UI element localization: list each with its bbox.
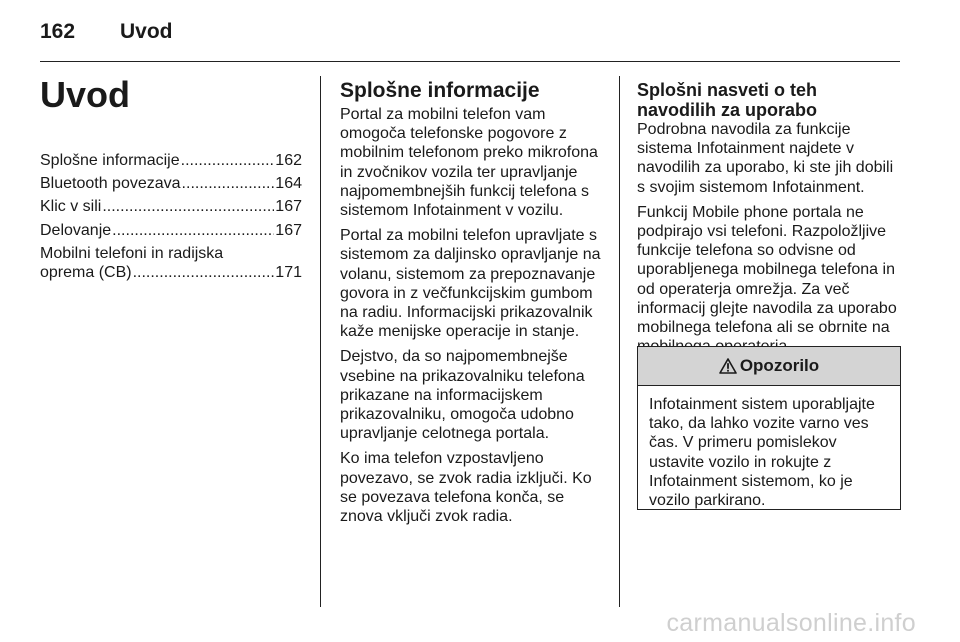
toc-entry-page: 167: [275, 221, 302, 239]
chapter-title: Uvod: [40, 74, 130, 115]
watermark: carmanualsonline.info: [666, 609, 916, 637]
paragraph: Portal za mobilni telefon vam omogoča telefonske pogovore z mobilnim telefonom preko mikrofona in zvočnikov vozila ter upravljanje najpomembnejših funkcij telefona s sistemom Infotainment v vozilu.: [340, 106, 598, 220]
warning-text: Infotainment sistem uporabljajte tako, da lahko vozite varno ves čas. V primeru pomislekov ustavite vozilo in rokujte z Infotainment sistemom, ko je vozilo parkirano.: [649, 396, 875, 510]
toc-leader-dots: [182, 174, 275, 193]
running-header-title: Uvod: [120, 20, 173, 43]
warning-triangle-icon: [719, 358, 737, 374]
warning-box: [637, 346, 901, 510]
section-heading: Splošne informacije: [340, 79, 540, 102]
toc-entry-label: Delovanje: [40, 221, 112, 239]
toc-entry-continuation: [40, 263, 302, 282]
column-divider: [619, 76, 620, 607]
toc-entry-label: Splošne informacije: [40, 152, 180, 169]
tips-column: [637, 80, 901, 362]
toc-entry-label: Klic v sili: [40, 198, 102, 216]
paragraph: Ko ima telefon vzpostavljeno povezavo, se zvok radia izključi. Ko se povezava telefona konča, se znova vključi zvok radia.: [340, 450, 592, 526]
warning-title: Opozorilo: [739, 356, 820, 375]
warning-header: [638, 347, 900, 386]
toc-entry[interactable]: [40, 221, 302, 240]
toc-entry-page: 167: [275, 198, 302, 216]
toc-entry-label: Mobilni telefoni in radijska: [40, 244, 224, 262]
toc-entry-multiline[interactable]: [40, 244, 302, 282]
paragraph: Portal za mobilni telefon upravljate s sistemom za daljinsko opravljanje na volanu, sistemom za prepoznavanje govora in z večfunkcijskim gumbom na radiu. Informacijski prikazovalnik kaže menijske operacije in stanje.: [340, 227, 601, 341]
header-rule: [40, 61, 900, 62]
toc-entry-page: 162: [275, 152, 302, 169]
general-info-column: [340, 80, 608, 532]
toc-entry[interactable]: [40, 197, 302, 216]
paragraph: Dejstvo, da so najpomembnejše vsebine na prikazovalniku telefona prikazane na informacijskem prikazovalniku, omogoča udobno upravljanje celotnega portala.: [340, 348, 585, 443]
paragraph: Podrobna navodila za funkcije sistema Infotainment najdete v navodilih za uporabo, ki ste jih dobili s svojim sistemom Infotainment.: [637, 121, 894, 196]
section-heading: Splošni nasveti o teh navodilih za uporabo: [637, 80, 818, 120]
toc-leader-dots: [112, 221, 274, 240]
toc-entry[interactable]: [40, 174, 302, 193]
paragraph: Funkcij Mobile phone portala ne podpirajo vsi telefoni. Razpoložljive funkcije telefona so odvisne od uporabljenega mobilnega telefona in od operaterja omrežja. Za več informacij glejte navodila za uporabo mobilnega telefona ali se obrnite na: [637, 203, 897, 337]
toc-column: [40, 75, 302, 286]
page-number: 162: [40, 20, 76, 43]
toc-entry-label: Bluetooth povezava: [40, 175, 181, 193]
toc-entry-page: 171: [275, 264, 302, 282]
toc-entry-page: 164: [275, 175, 302, 193]
toc-leader-dots: [133, 263, 275, 282]
column-divider: [320, 76, 321, 607]
toc-entry-label: oprema (CB): [40, 264, 132, 282]
toc-entry[interactable]: [40, 151, 302, 170]
toc-leader-dots: [181, 151, 275, 170]
toc-leader-dots: [102, 197, 274, 216]
